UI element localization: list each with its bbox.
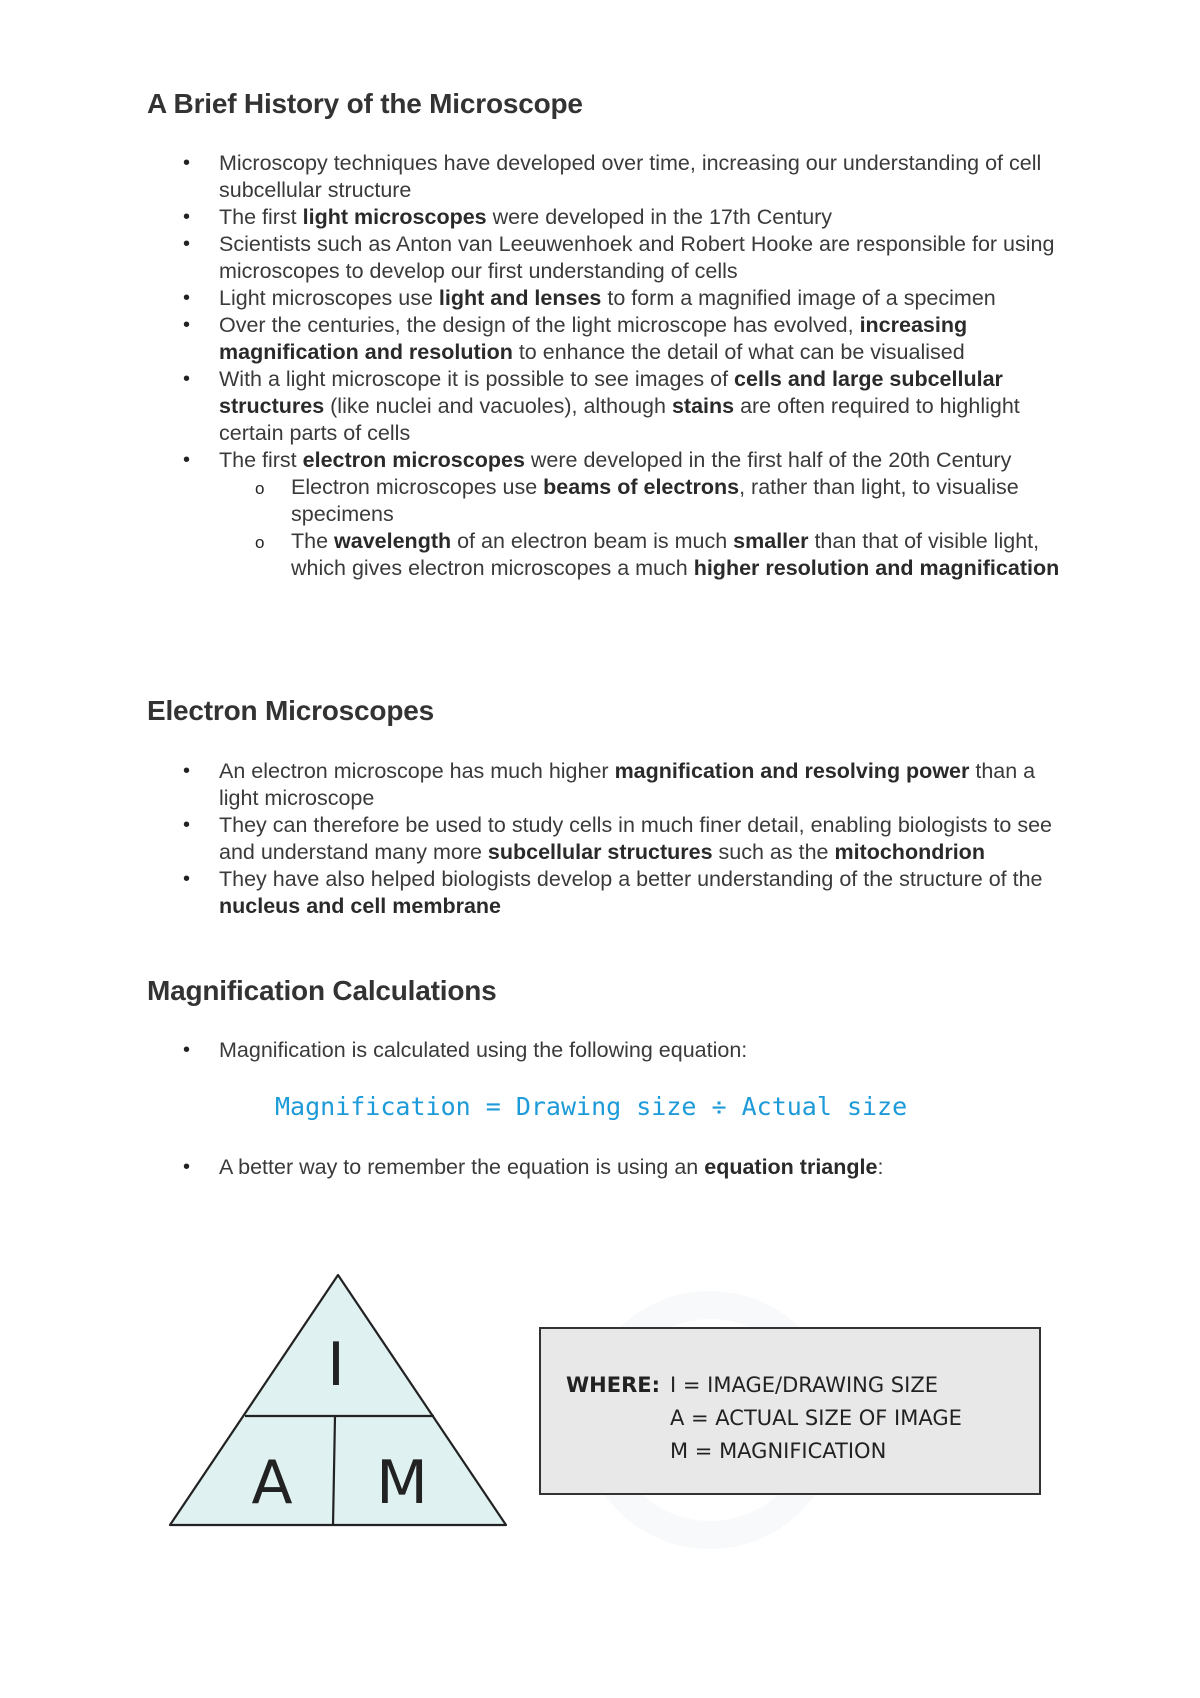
electron-list [147, 758, 1067, 920]
sub-list-item: o Electron microscopes use beams of electrons, rather than light, to visualise specimens [219, 474, 1067, 528]
list-item: • The first light microscopes were developed in the 17th Century [147, 204, 1067, 231]
key-line-magnification: M = MAGNIFICATION [670, 1439, 887, 1463]
calc-list-2 [147, 1154, 1067, 1181]
list-item: • Scientists such as Anton van Leeuwenhoek and Robert Hooke are responsible for using microscopes to develop our first understanding of cells [147, 231, 1067, 285]
section-title-history: A Brief History of the Microscope [147, 88, 583, 119]
equation-triangle-diagram [150, 1255, 1050, 1575]
list-item: • The first electron microscopes were developed in the first half of the 20th Century o Electron microscopes use beams of electrons, rather than light, to visualise specimens o The wavelength of an electron beam is much smaller than that of visible light, which gives electron microscopes a much higher resolution and magnification [147, 447, 1067, 582]
key-line-image: I = IMAGE/DRAWING SIZE [670, 1373, 938, 1397]
list-item: • An electron microscope has much higher magnification and resolving power than a light microscope [147, 758, 1067, 812]
list-item: • Microscopy techniques have developed over time, increasing our understanding of cell subcellular structure [147, 150, 1067, 204]
sub-list-item: o The wavelength of an electron beam is much smaller than that of visible light, which gives electron microscopes a much higher resolution and magnification [219, 528, 1067, 582]
magnification-equation: Magnification = Drawing size ÷ Actual size [275, 1092, 908, 1121]
list-item: • They have also helped biologists develop a better understanding of the structure of the nucleus and cell membrane [147, 866, 1067, 920]
equation-triangle [170, 1275, 506, 1526]
list-item: • Over the centuries, the design of the light microscope has evolved, increasing magnification and resolution to enhance the detail of what can be visualised [147, 312, 1067, 366]
list-item: • Magnification is calculated using the following equation: [147, 1037, 1067, 1064]
history-list [147, 150, 1067, 582]
equation-key-box [540, 1328, 1040, 1494]
list-item: • Light microscopes use light and lenses to form a magnified image of a specimen [147, 285, 1067, 312]
list-item: • With a light microscope it is possible to see images of cells and large subcellular structures (like nuclei and vacuoles), although stains are often required to highlight certain parts of cells [147, 366, 1067, 447]
triangle-shape [170, 1275, 506, 1525]
triangle-label-magnification: M [376, 1448, 428, 1518]
key-line-actual: A = ACTUAL SIZE OF IMAGE [670, 1406, 962, 1430]
section-title-electron: Electron Microscopes [147, 695, 434, 726]
list-item: • They can therefore be used to study cells in much finer detail, enabling biologists to see and understand many more subcellular structures such as the mitochondrion [147, 812, 1067, 866]
triangle-label-actual: A [251, 1448, 293, 1518]
list-item: • A better way to remember the equation is using an equation triangle: [147, 1154, 1067, 1181]
section-title-calculations: Magnification Calculations [147, 975, 497, 1006]
calc-list-1 [147, 1037, 1067, 1064]
sub-list [219, 474, 1067, 582]
triangle-label-image: I [327, 1330, 345, 1400]
key-where-label: WHERE: [566, 1373, 660, 1397]
